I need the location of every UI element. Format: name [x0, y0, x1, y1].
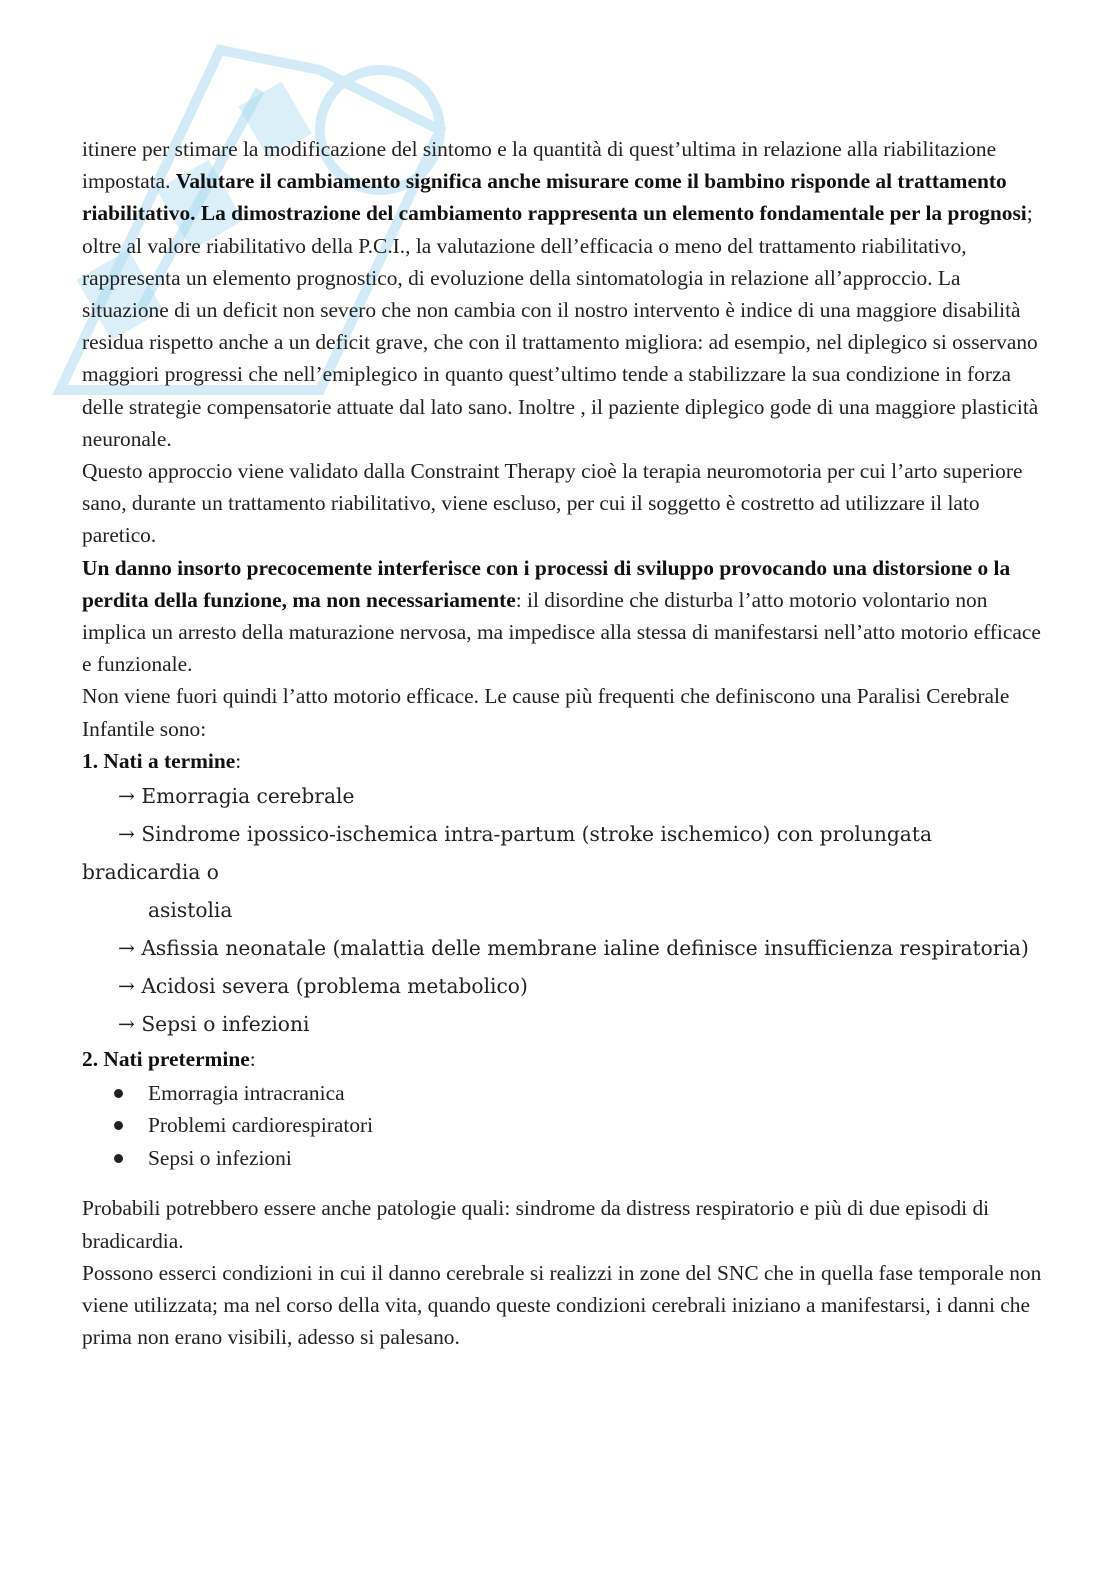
paragraph-text: itinere per stimare la modificazione del sintomo e la quantità di quest’ultima in relazione alla riabilitazione impostata. [82, 137, 997, 194]
list-item: → Sepsi o infezioni [118, 1011, 310, 1036]
list-item-text: Problemi cardiorespiratori [148, 1113, 374, 1138]
list-item [82, 1077, 1042, 1110]
paragraph-text: ; oltre al valore riabilitativo della P.C.I., la valutazione dell’efficacia o meno del trattamento riabilitativo, rappresenta un elemento prognostico, di evoluzione della sintomatologia in relazione all’approccio. La situazione di un deficit non severo che non cambia con il nostro intervento è indice di una maggiore disabilità residua rispetto anche a un deficit grave, che con il trattamento migliora: ad esempio, nel diplegico si osservano maggiori progressi che nell’emiplegico in quanto quest’ultimo tende a stabilizzare la sua condizione in forza delle strategie compensatorie attuate dal lato sano. Inoltre , il paziente diplegico gode di una maggiore plasticità neuronale. [82, 201, 1039, 451]
list-item-text: Sepsi o infezioni [148, 1145, 292, 1170]
bullet-icon [114, 1089, 123, 1098]
bullet-icon [114, 1154, 123, 1163]
paragraph-cause: Non viene fuori quindi l’atto motorio efficace. Le cause più frequenti che definiscono una Paralisi Cerebrale Infantile sono: [82, 684, 1010, 741]
paragraph-bold-text: Valutare il cambiamento significa anche misurare come il bambino risponde al trattamento riabilitativo. La dimostrazione del cambiamento rappresenta un elemento fondamentale per la prognosi [82, 169, 1027, 226]
list-item-continuation: asistolia [148, 897, 233, 922]
heading-text: 2. Nati pretermine [82, 1046, 250, 1071]
heading-text: 1. Nati a termine [82, 748, 236, 773]
causes-list-term [82, 777, 1042, 1043]
list-item-continuation: bradicardia o [82, 859, 219, 884]
paragraph-bold-text: Un danno insorto precocemente interferisce con i processi di sviluppo provocando una distorsione o la perdita della funzione, ma non necessariamente [82, 555, 1011, 612]
paragraph-danno-precoce [82, 552, 1042, 681]
document-page [82, 133, 1042, 1353]
heading-colon: : [235, 748, 242, 773]
bullet-icon [114, 1121, 123, 1130]
paragraph-condizioni: Possono esserci condizioni in cui il danno cerebrale si realizzi in zone del SNC che in quella fase temporale non viene utilizzata; ma nel corso della vita, quando queste condizioni cerebrali iniziano a manifestarsi, i danni che prima non erano visibili, adesso si palesano. [82, 1260, 1042, 1350]
spacer [82, 1174, 1042, 1192]
paragraph-valutazione [82, 133, 1042, 455]
causes-list-preterm [82, 1077, 1042, 1175]
list-item: → Acidosi severa (problema metabolico) [118, 973, 528, 998]
list-item [82, 1142, 1042, 1175]
section-heading-nati-a-termine [82, 745, 1042, 777]
list-item-text: Emorragia intracranica [148, 1080, 345, 1105]
list-item [82, 1109, 1042, 1142]
paragraph-patologie: Probabili potrebbero essere anche patologie quali: sindrome da distress respiratorio e più di due episodi di bradicardia. [82, 1196, 990, 1253]
paragraph-constraint-therapy: Questo approccio viene validato dalla Constraint Therapy cioè la terapia neuromotoria per cui l’arto superiore sano, durante un trattamento riabilitativo, viene escluso, per cui il soggetto è costretto ad utilizzare il lato paretico. [82, 459, 1023, 548]
heading-colon: : [249, 1046, 256, 1071]
list-item: → Emorragia cerebrale [118, 783, 355, 808]
list-item: → Asfissia neonatale (malattia delle membrane ialine definisce insufficienza respiratoria) [118, 935, 1029, 960]
section-heading-nati-pretermine [82, 1043, 1042, 1075]
paragraph-text: : il disordine che disturba l’atto motorio volontario non implica un arresto della maturazione nervosa, ma impedisce alla stessa di manifestarsi nell’atto motorio efficace e funzionale. [82, 587, 1041, 677]
list-item: → Sindrome ipossico-ischemica intra-partum (stroke ischemico) con prolungata [118, 821, 932, 846]
